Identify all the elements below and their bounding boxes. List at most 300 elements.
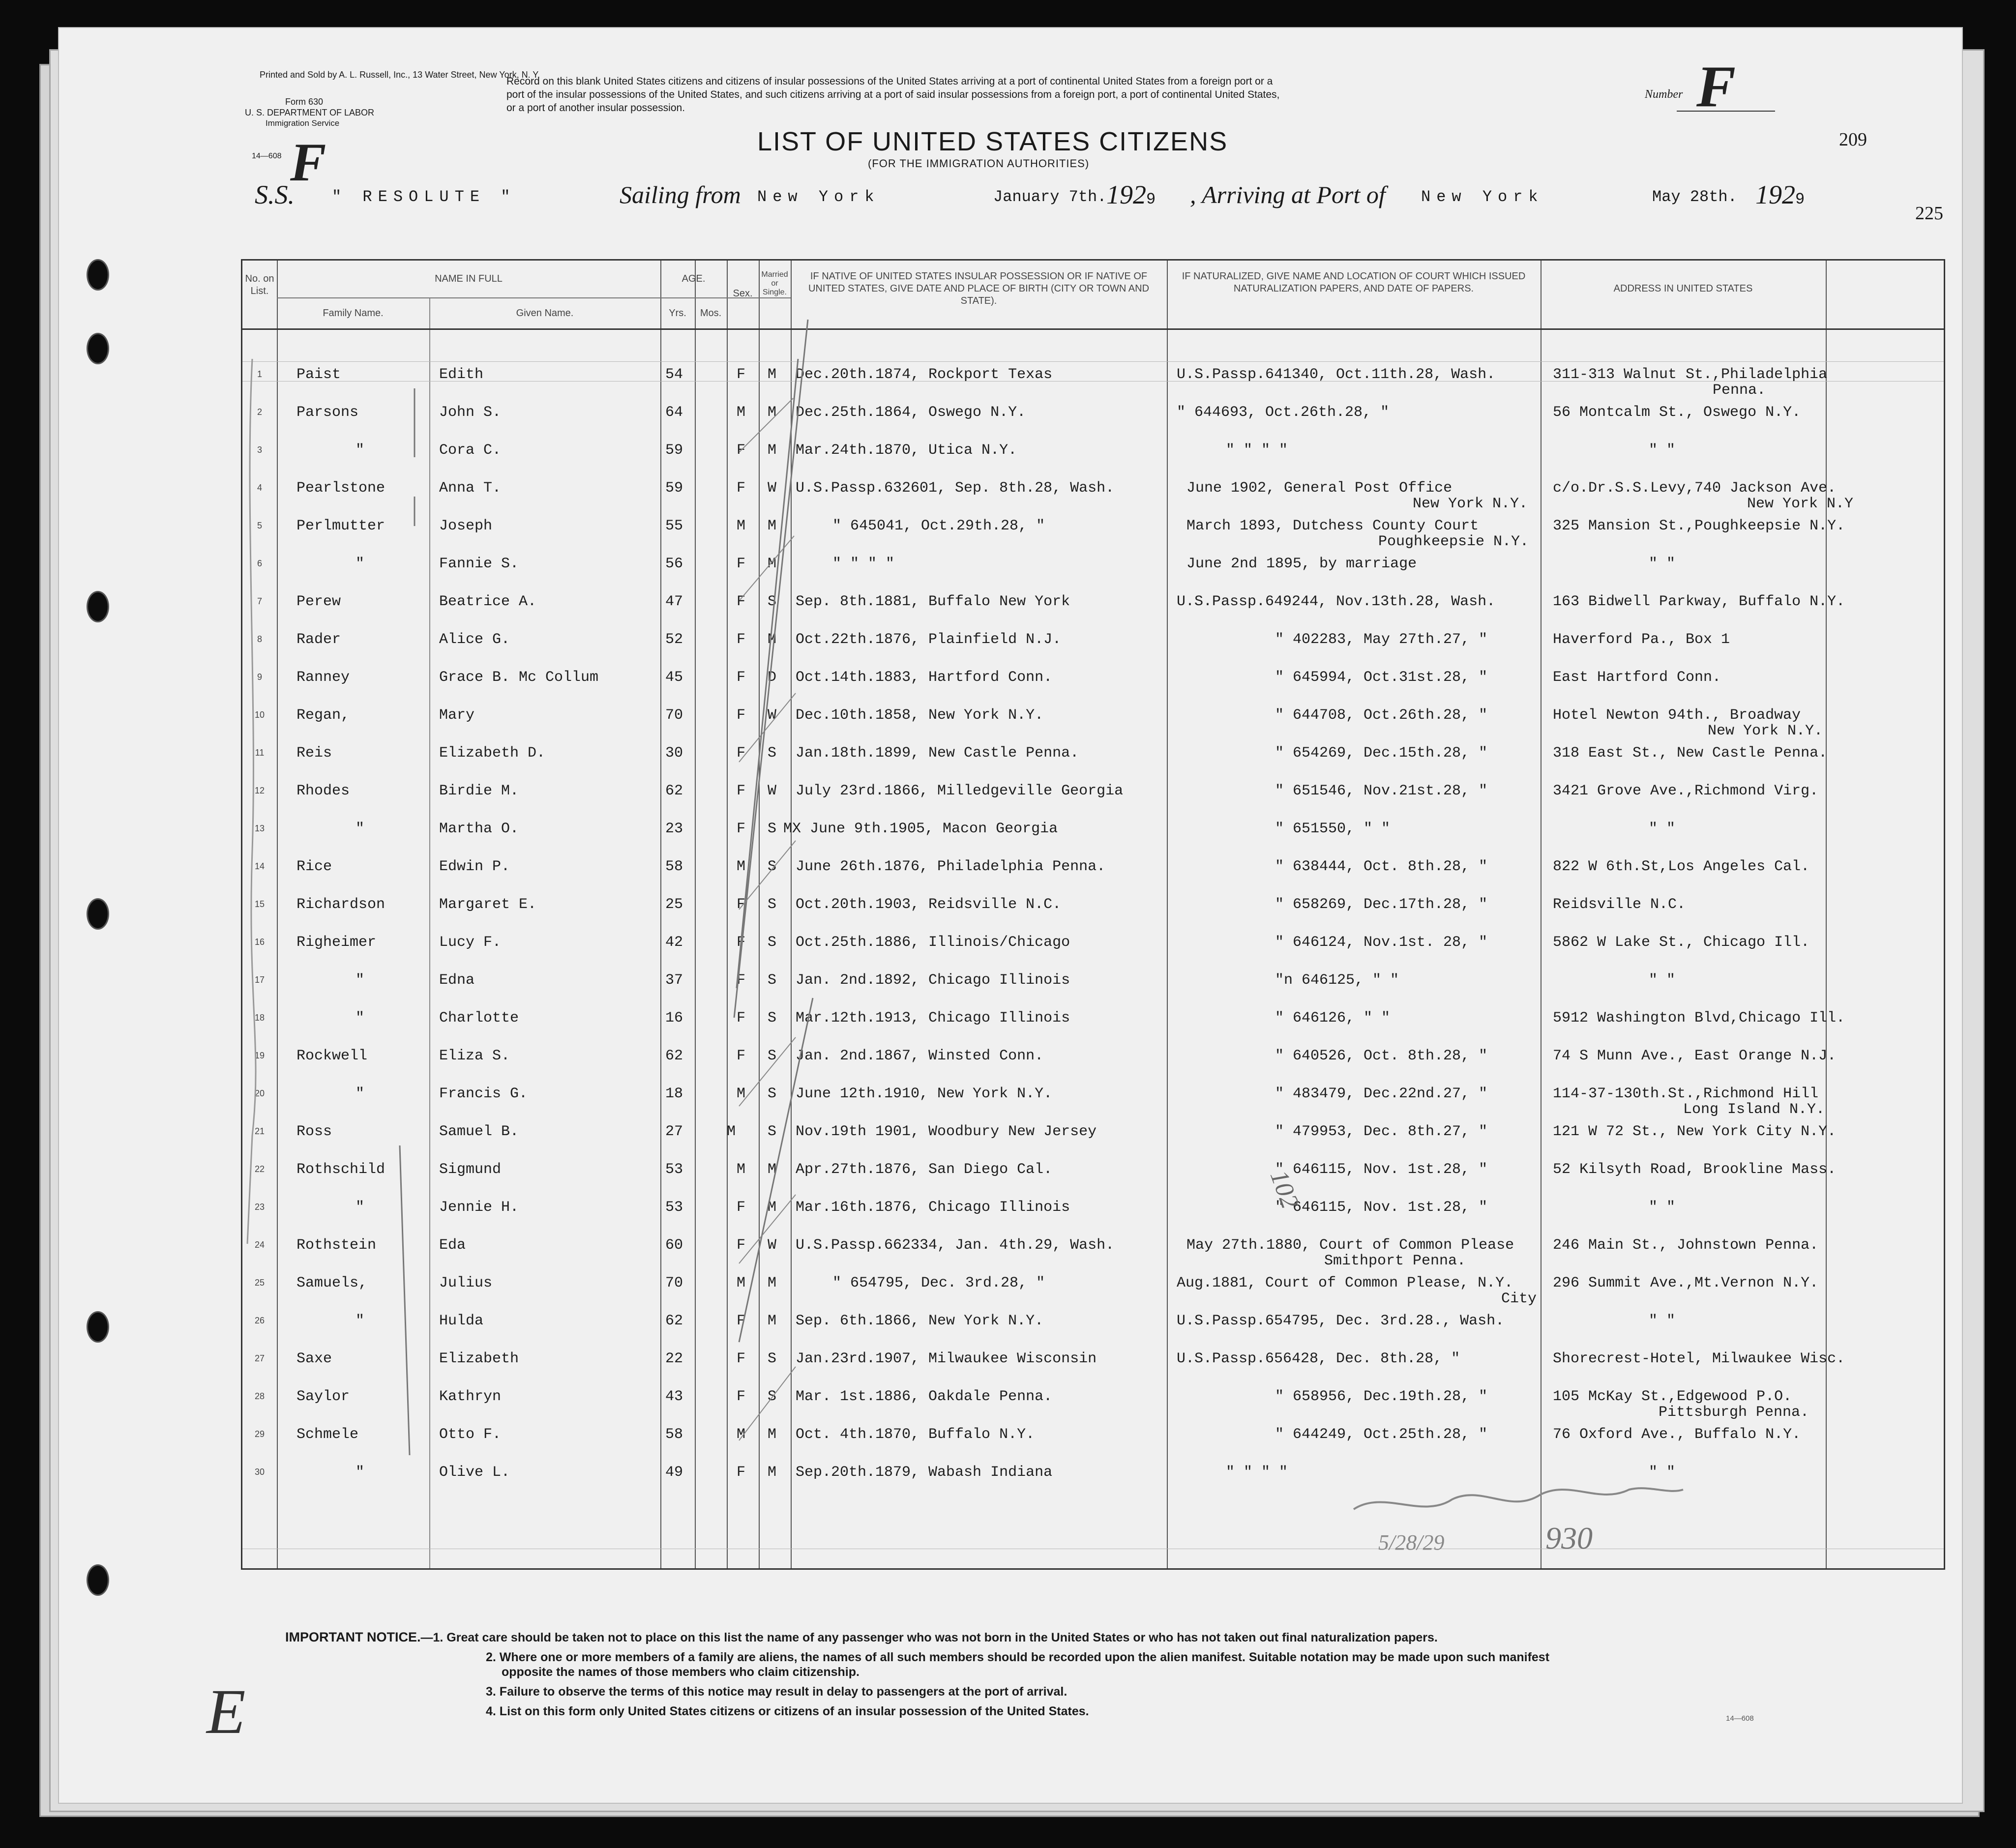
naturalization-info: " " " "	[1226, 1464, 1288, 1481]
family-name: Ross	[296, 1123, 332, 1140]
row-number: 10	[254, 710, 265, 720]
given-name: Cora C.	[439, 442, 502, 459]
sex: M	[737, 858, 746, 875]
naturalization-info: " 644708, Oct.26th.28, "	[1275, 707, 1488, 724]
birth-info: Sep. 8th.1881, Buffalo New York	[796, 593, 1070, 610]
birth-info: Nov.19th 1901, Woodbury New Jersey	[796, 1123, 1097, 1140]
family-name: Pearlstone	[296, 480, 385, 497]
pencil-note-number: 930	[1545, 1521, 1593, 1555]
binder-hole-icon	[87, 1564, 109, 1596]
row-number: 2	[257, 407, 262, 417]
binder-hole-icon	[87, 591, 109, 622]
row-number: 20	[254, 1088, 265, 1098]
row-number: 27	[254, 1353, 265, 1363]
arriving-label: , Arriving at Port of	[1190, 181, 1386, 208]
age-years: 49	[665, 1464, 683, 1481]
pencil-annotations	[242, 261, 1944, 1568]
given-name: Martha O.	[439, 821, 519, 837]
marital-status: S	[768, 1010, 777, 1027]
row-number: 15	[254, 899, 265, 909]
birth-info: Sep.20th.1879, Wabash Indiana	[796, 1464, 1053, 1481]
sex: F	[737, 821, 746, 837]
birth-info: Dec.20th.1874, Rockport Texas	[796, 366, 1053, 383]
row-number: 5	[257, 521, 262, 530]
us-address: 121 W 72 St., New York City N.Y.	[1553, 1123, 1837, 1140]
sex: M	[737, 1085, 746, 1102]
sailing-label: Sailing from	[620, 181, 741, 208]
given-name: Anna T.	[439, 480, 502, 497]
given-name: Mary	[439, 707, 475, 724]
us-address-2: New York N.Y.	[1708, 723, 1823, 739]
sex: F	[737, 1388, 746, 1405]
form-number: Form 630	[285, 97, 324, 107]
age-years: 18	[665, 1085, 683, 1102]
sex: F	[737, 1237, 746, 1254]
marital-status: M	[768, 366, 777, 383]
given-name: Eda	[439, 1237, 466, 1254]
naturalization-info: " 640526, Oct. 8th.28, "	[1275, 1048, 1488, 1064]
given-name: John S.	[439, 404, 502, 421]
us-address: 311-313 Walnut St.,Philadelphia	[1553, 366, 1828, 383]
row-number: 13	[254, 823, 265, 833]
us-address: 52 Kilsyth Road, Brookline Mass.	[1553, 1161, 1837, 1178]
naturalization-info: U.S.Passp.649244, Nov.13th.28, Wash.	[1177, 593, 1496, 610]
birth-info: Apr.27th.1876, San Diego Cal.	[796, 1161, 1053, 1178]
given-name: Edwin P.	[439, 858, 510, 875]
given-name: Joseph	[439, 518, 493, 534]
birth-info: June 12th.1910, New York N.Y.	[796, 1085, 1053, 1102]
marital-status: D	[768, 669, 777, 686]
arriving-port: New York	[1421, 188, 1544, 206]
family-name: Rothstein	[296, 1237, 377, 1254]
marital-status: M	[768, 556, 777, 572]
age-years: 58	[665, 1426, 683, 1443]
family-name: "	[356, 1010, 365, 1027]
us-address: 163 Bidwell Parkway, Buffalo N.Y.	[1553, 593, 1845, 610]
department-name: U. S. DEPARTMENT OF LABOR	[245, 108, 375, 117]
binder-hole-icon	[87, 333, 109, 364]
age-years: 58	[665, 858, 683, 875]
marital-status: S	[768, 1388, 777, 1405]
naturalization-info: March 1893, Dutchess County Court	[1186, 518, 1479, 534]
birth-info: " " " "	[832, 556, 895, 572]
family-name: Righeimer	[296, 934, 377, 951]
sex: F	[737, 1199, 746, 1216]
us-address: East Hartford Conn.	[1553, 669, 1721, 686]
margin-bracket-line	[247, 359, 256, 1244]
us-address: " "	[1649, 1464, 1676, 1481]
arriving-date: May 28th.	[1652, 188, 1737, 206]
pencil-stamp-number: 102	[1264, 1167, 1304, 1212]
naturalization-info-2: Poughkeepsie N.Y.	[1378, 533, 1529, 550]
row-number: 1	[257, 369, 262, 379]
page-subtitle: (FOR THE IMMIGRATION AUTHORITIES)	[868, 157, 1090, 170]
page-number: 209	[1839, 129, 1867, 150]
sex: F	[737, 972, 746, 989]
birth-info: Oct. 4th.1870, Buffalo N.Y.	[796, 1426, 1035, 1443]
family-name: "	[356, 972, 365, 989]
us-address: 56 Montcalm St., Oswego N.Y.	[1553, 404, 1801, 421]
row-number: 22	[254, 1164, 265, 1174]
binder-hole-icon	[87, 259, 109, 291]
notice-item-4: 4. List on this form only United States citizens or citizens of an insular possession of the United States.	[486, 1704, 1089, 1718]
marital-status: W	[768, 783, 777, 799]
marital-status: M	[768, 518, 777, 534]
us-address: 105 McKay St.,Edgewood P.O.	[1553, 1388, 1792, 1405]
us-address: Reidsville N.C.	[1553, 896, 1686, 913]
naturalization-info: May 27th.1880, Court of Common Please	[1186, 1237, 1514, 1254]
marital-status: S	[768, 821, 777, 837]
age-years: 22	[665, 1350, 683, 1367]
age-years: 54	[665, 366, 683, 383]
sex: M	[737, 518, 746, 534]
sex: F	[737, 442, 746, 459]
col-header-married: Married or Single.	[761, 270, 788, 296]
birth-info: Mar.12th.1913, Chicago Illinois	[796, 1010, 1070, 1027]
family-name: Paist	[296, 366, 341, 383]
given-name: Sigmund	[439, 1161, 502, 1178]
age-years: 62	[665, 783, 683, 799]
us-address: 5862 W Lake St., Chicago Ill.	[1553, 934, 1810, 951]
us-address: 296 Summit Ave.,Mt.Vernon N.Y.	[1553, 1275, 1819, 1291]
sex: F	[737, 556, 746, 572]
sex: F	[737, 366, 746, 383]
naturalization-info: " 654269, Dec.15th.28, "	[1275, 745, 1488, 762]
col-header-given: Given Name.	[516, 308, 574, 319]
us-address-2: New York N.Y	[1747, 496, 1854, 512]
us-address: 318 East St., New Castle Penna.	[1553, 745, 1828, 762]
naturalization-info-2: City	[1501, 1291, 1537, 1307]
manifest-sheet	[58, 27, 1963, 1804]
marital-status: W	[768, 1237, 777, 1254]
age-years: 27	[665, 1123, 683, 1140]
sex: F	[737, 631, 746, 648]
arriving-year-digit: 9	[1795, 190, 1805, 208]
age-years: 47	[665, 593, 683, 610]
given-name: Margaret E.	[439, 896, 537, 913]
us-address: " "	[1649, 972, 1676, 989]
marital-status: W	[768, 480, 777, 497]
birth-info: Oct.22th.1876, Plainfield N.J.	[796, 631, 1062, 648]
row-number: 24	[254, 1240, 265, 1250]
row-number: 17	[254, 975, 265, 985]
naturalization-info: " 402283, May 27th.27, "	[1275, 631, 1488, 648]
birth-info: Mar. 1st.1886, Oakdale Penna.	[796, 1388, 1053, 1405]
sex: M	[737, 404, 746, 421]
birth-info: Dec.10th.1858, New York N.Y.	[796, 707, 1044, 724]
naturalization-info: " 646115, Nov. 1st.28, "	[1275, 1161, 1488, 1178]
birth-info: Jan. 2nd.1892, Chicago Illinois	[796, 972, 1070, 989]
given-name: Lucy F.	[439, 934, 502, 951]
us-address: Shorecrest-Hotel, Milwaukee Wisc.	[1553, 1350, 1845, 1367]
sex: F	[737, 480, 746, 497]
family-name: Reis	[296, 745, 332, 762]
age-years: 30	[665, 745, 683, 762]
family-name: "	[356, 1085, 365, 1102]
family-name: Perlmutter	[296, 518, 385, 534]
given-name: Kathryn	[439, 1388, 502, 1405]
passenger-table	[241, 259, 1945, 1570]
sailing-year-digit: 9	[1146, 190, 1156, 208]
us-address-2: Penna.	[1713, 382, 1766, 399]
given-name: Beatrice A.	[439, 593, 537, 610]
binder-hole-icon	[87, 1311, 109, 1343]
naturalization-info: " 479953, Dec. 8th.27, "	[1275, 1123, 1488, 1140]
marital-status: M	[768, 404, 777, 421]
birth-info: Mar.24th.1870, Utica N.Y.	[796, 442, 1017, 459]
us-address: 5912 Washington Blvd,Chicago Ill.	[1553, 1010, 1845, 1027]
signature-scribble	[1354, 1488, 1683, 1509]
family-name: Rhodes	[296, 783, 350, 799]
age-years: 60	[665, 1237, 683, 1254]
birth-info: " 654795, Dec. 3rd.28, "	[832, 1275, 1045, 1291]
birth-info: Mar.16th.1876, Chicago Illinois	[796, 1199, 1070, 1216]
arriving-year	[1755, 179, 1805, 210]
family-name: "	[356, 1313, 365, 1329]
given-name: Jennie H.	[439, 1199, 519, 1216]
naturalization-info: "n 646125, " "	[1275, 972, 1399, 989]
marital-status: S	[768, 896, 777, 913]
birth-info: Oct.25th.1886, Illinois/Chicago	[796, 934, 1070, 951]
row-number: 23	[254, 1202, 265, 1212]
given-name: Eliza S.	[439, 1048, 510, 1064]
naturalization-info: " 651550, " "	[1275, 821, 1391, 837]
sex: F	[737, 1313, 746, 1329]
naturalization-info: " 646124, Nov.1st. 28, "	[1275, 934, 1488, 951]
family-name: Parsons	[296, 404, 359, 421]
us-address: 246 Main St., Johnstown Penna.	[1553, 1237, 1819, 1254]
sex: F	[737, 1048, 746, 1064]
col-header-no: No. on List.	[245, 273, 274, 296]
page-title: LIST OF UNITED STATES CITIZENS	[757, 127, 1228, 156]
naturalization-info: " 658269, Dec.17th.28, "	[1275, 896, 1488, 913]
sex: F	[737, 745, 746, 762]
family-name: Regan,	[296, 707, 350, 724]
sex: F	[737, 1464, 746, 1481]
family-name: Saylor	[296, 1388, 350, 1405]
us-address: 3421 Grove Ave.,Richmond Virg.	[1553, 783, 1819, 799]
family-name: "	[356, 821, 365, 837]
given-name: Francis G.	[439, 1085, 528, 1102]
intro-paragraph	[506, 75, 1279, 115]
marital-status: S	[768, 745, 777, 762]
age-years: 16	[665, 1010, 683, 1027]
marital-status: W	[768, 707, 777, 724]
row-number: 29	[254, 1429, 265, 1439]
naturalization-info-2: New York N.Y.	[1413, 496, 1528, 512]
col-header-age: AGE.	[682, 273, 706, 284]
row-number: 6	[257, 558, 262, 568]
given-name: Edna	[439, 972, 475, 989]
given-name: Fannie S.	[439, 556, 519, 572]
given-name: Elizabeth D.	[439, 745, 546, 762]
sex: M	[727, 1123, 736, 1140]
naturalization-info: " 646115, Nov. 1st.28, "	[1275, 1199, 1488, 1216]
notice-item-2-cont: opposite the names of those members who claim citizenship.	[502, 1665, 860, 1679]
row-number: 3	[257, 445, 262, 455]
marital-status: M	[768, 1464, 777, 1481]
sex: M	[737, 1426, 746, 1443]
sex: F	[737, 669, 746, 686]
us-address: " "	[1649, 821, 1676, 837]
family-name: Saxe	[296, 1350, 332, 1367]
age-years: 37	[665, 972, 683, 989]
given-name: Samuel B.	[439, 1123, 519, 1140]
naturalization-info-2: Smithport Penna.	[1324, 1253, 1466, 1269]
age-years: 42	[665, 934, 683, 951]
naturalization-info: June 2nd 1895, by marriage	[1186, 556, 1417, 572]
arriving-year-printed: 192	[1755, 180, 1795, 209]
birth-info: Dec.25th.1864, Oswego N.Y.	[796, 404, 1026, 421]
col-header-naturalized: IF NATURALIZED, GIVE NAME AND LOCATION OF COURT WHICH ISSUED NATURALIZATION PAPERS, AND DATE OF PAPERS.	[1182, 271, 1526, 294]
given-name: Olive L.	[439, 1464, 510, 1481]
pencil-date: 5/28/29	[1378, 1530, 1445, 1555]
us-address-2: Long Island N.Y.	[1683, 1101, 1825, 1118]
col-header-birth: IF NATIVE OF UNITED STATES INSULAR POSSESSION OR IF NATIVE OF UNITED STATES, GIVE DATE AND PLACE OF BIRTH (CITY OR TOWN AND STATE).	[808, 271, 1150, 306]
given-name: Hulda	[439, 1313, 484, 1329]
marital-status: S	[768, 1048, 777, 1064]
us-address: 76 Oxford Ave., Buffalo N.Y.	[1553, 1426, 1801, 1443]
birth-info: Jan. 2nd.1867, Winsted Conn.	[796, 1048, 1044, 1064]
marital-status: S	[768, 1085, 777, 1102]
naturalization-info: " 483479, Dec.22nd.27, "	[1275, 1085, 1488, 1102]
naturalization-info: " 644693, Oct.26th.28, "	[1177, 404, 1390, 421]
family-name: Rice	[296, 858, 332, 875]
us-address: " "	[1649, 1199, 1676, 1216]
age-years: 52	[665, 631, 683, 648]
sex: F	[737, 1350, 746, 1367]
sailing-year	[1106, 179, 1156, 210]
row-number: 21	[254, 1126, 265, 1136]
handwritten-stamp-letter: F	[290, 132, 326, 192]
col-header-address: ADDRESS IN UNITED STATES	[1613, 283, 1753, 294]
sex: F	[737, 1010, 746, 1027]
marital-status: S	[768, 934, 777, 951]
age-years: 62	[665, 1048, 683, 1064]
pencil-bracket-marks	[400, 388, 415, 1455]
sex: F	[737, 896, 746, 913]
birth-info: U.S.Passp.662334, Jan. 4th.29, Wash.	[796, 1237, 1115, 1254]
col-header-family: Family Name.	[323, 308, 384, 319]
age-years: 59	[665, 442, 683, 459]
age-years: 55	[665, 518, 683, 534]
ss-label: S.S.	[255, 180, 295, 209]
pencil-check-marks	[734, 320, 813, 1342]
sex: F	[737, 783, 746, 799]
row-number: 12	[254, 786, 265, 795]
birth-info: Jan.23rd.1907, Milwaukee Wisconsin	[796, 1350, 1097, 1367]
ship-name: " RESOLUTE "	[332, 188, 516, 206]
family-name: Rothschild	[296, 1161, 385, 1178]
given-name: Alice G.	[439, 631, 510, 648]
row-number: 18	[254, 1013, 265, 1023]
birth-info: " 645041, Oct.29th.28, "	[832, 518, 1045, 534]
naturalization-info: U.S.Passp.654795, Dec. 3rd.28., Wash.	[1177, 1313, 1505, 1329]
row-number: 30	[254, 1467, 265, 1477]
naturalization-info: U.S.Passp.656428, Dec. 8th.28, "	[1177, 1350, 1460, 1367]
given-name: Julius	[439, 1275, 493, 1291]
naturalization-info: Aug.1881, Court of Common Please, N.Y.	[1177, 1275, 1513, 1291]
binder-hole-icon	[87, 898, 109, 930]
age-years: 70	[665, 1275, 683, 1291]
family-name: Rockwell	[296, 1048, 368, 1064]
marital-status: M	[768, 1275, 777, 1291]
given-name: Edith	[439, 366, 484, 383]
row-number: 19	[254, 1051, 265, 1060]
naturalization-info: " 658956, Dec.19th.28, "	[1275, 1388, 1488, 1405]
birth-info: June 26th.1876, Philadelphia Penna.	[796, 858, 1106, 875]
notice-heading: IMPORTANT NOTICE.	[285, 1630, 421, 1644]
us-address: 325 Mansion St.,Poughkeepsie N.Y.	[1553, 518, 1845, 534]
age-years: 59	[665, 480, 683, 497]
naturalization-info: " 646126, " "	[1275, 1010, 1391, 1027]
row-number: 11	[255, 748, 265, 758]
marital-status: M	[768, 1161, 777, 1178]
us-address: " "	[1649, 442, 1676, 459]
us-address: 114-37-130th.St.,Richmond Hill	[1553, 1085, 1819, 1102]
age-years: 43	[665, 1388, 683, 1405]
row-number: 16	[254, 937, 265, 947]
naturalization-info: " 638444, Oct. 8th.28, "	[1275, 858, 1488, 875]
age-years: 25	[665, 896, 683, 913]
age-years: 45	[665, 669, 683, 686]
naturalization-info: " 644249, Oct.25th.28, "	[1275, 1426, 1488, 1443]
age-years: 23	[665, 821, 683, 837]
family-name: Samuels,	[296, 1275, 368, 1291]
sex: F	[737, 593, 746, 610]
naturalization-info: " 645994, Oct.31st.28, "	[1275, 669, 1488, 686]
intro-line-3: or a port of another insular possession.	[506, 102, 685, 114]
marital-status: M	[768, 442, 777, 459]
marital-status: S	[768, 858, 777, 875]
family-name: "	[356, 1199, 365, 1216]
marital-status: M	[768, 1199, 777, 1216]
notice-line-1	[285, 1630, 1438, 1645]
marital-status: S	[768, 1350, 777, 1367]
col-header-yrs: Yrs.	[669, 308, 686, 319]
notice-item-1: —1. Great care should be taken not to place on this list the name of any passenger who was not born in the United States or who has not taken out final naturalization papers.	[420, 1631, 1438, 1644]
sex: M	[737, 1275, 746, 1291]
number-label: Number	[1645, 88, 1683, 101]
marital-status: S	[768, 1123, 777, 1140]
notice-item-2: 2. Where one or more members of a family are aliens, the names of all such members should be recorded upon the alien manifest. Suitable notation may be made upon such manifest	[486, 1650, 1550, 1664]
row-number: 25	[254, 1278, 265, 1288]
row-number: 28	[254, 1391, 265, 1401]
sailing-port: New York	[757, 188, 880, 206]
row-number: 8	[257, 634, 262, 644]
age-years: 70	[665, 707, 683, 724]
family-name: Schmele	[296, 1426, 359, 1443]
age-years: 53	[665, 1199, 683, 1216]
us-address: Haverford Pa., Box 1	[1553, 631, 1730, 648]
col-header-mos: Mos.	[700, 308, 722, 319]
us-address: 74 S Munn Ave., East Orange N.J.	[1553, 1048, 1837, 1064]
us-address: c/o.Dr.S.S.Levy,740 Jackson Ave.	[1553, 480, 1837, 497]
birth-info: Oct.20th.1903, Reidsville N.C.	[796, 896, 1062, 913]
sex: F	[737, 934, 746, 951]
row-number: 9	[257, 672, 262, 682]
given-name: Birdie M.	[439, 783, 519, 799]
age-years: 56	[665, 556, 683, 572]
sailing-year-printed: 192	[1106, 180, 1146, 209]
footer-form-code: 14—608	[1726, 1714, 1754, 1723]
given-name: Otto F.	[439, 1426, 502, 1443]
given-name: Charlotte	[439, 1010, 519, 1027]
us-address-2: Pittsburgh Penna.	[1659, 1404, 1809, 1421]
age-years: 53	[665, 1161, 683, 1178]
birth-info: Sep. 6th.1866, New York N.Y.	[796, 1313, 1044, 1329]
row-number: 14	[254, 861, 265, 871]
